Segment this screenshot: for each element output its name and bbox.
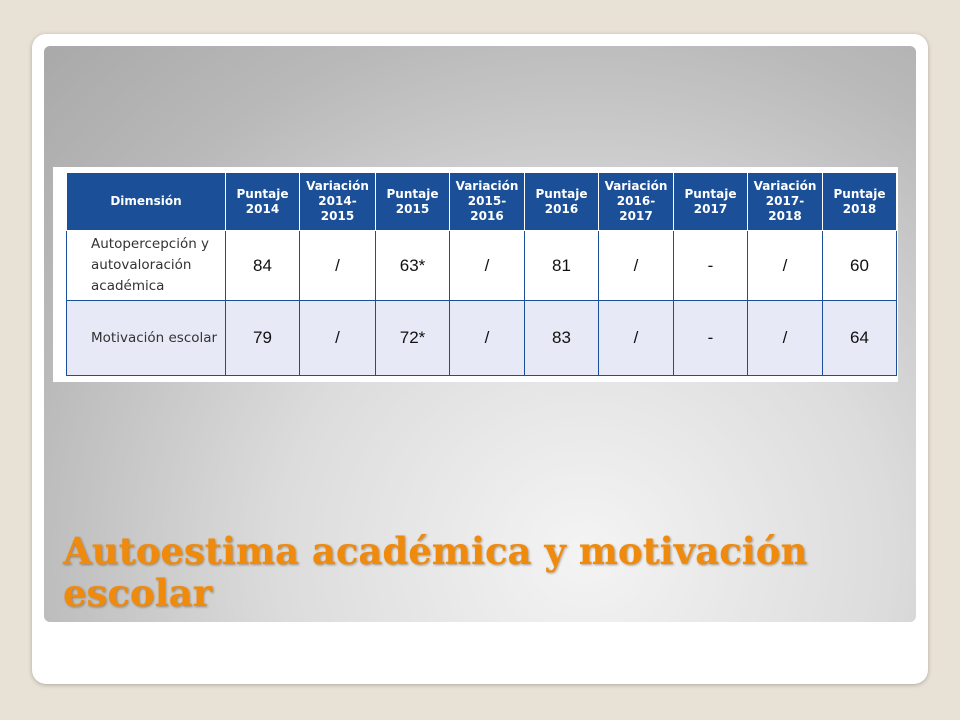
header-variacion-2015-2016: Variación 2015-2016	[450, 173, 525, 231]
cell-puntaje-2014: 84	[226, 231, 300, 301]
slide-title: Autoestima académica y motivación escolar	[63, 529, 808, 615]
header-variacion-2014-2015: Variación 2014-2015	[300, 173, 376, 231]
cell-variacion-2016-2017: /	[599, 231, 674, 301]
cell-variacion-2016-2017: /	[599, 301, 674, 376]
header-puntaje-2017: Puntaje 2017	[674, 173, 748, 231]
cell-puntaje-2016: 81	[525, 231, 599, 301]
cell-puntaje-2016: 83	[525, 301, 599, 376]
cell-puntaje-2014: 79	[226, 301, 300, 376]
table-row	[67, 301, 897, 376]
cell-variacion-2015-2016: /	[450, 231, 525, 301]
scores-table	[66, 172, 897, 376]
row-dimension-label: Autopercepción y autovaloración académica	[67, 231, 226, 301]
header-puntaje-2018: Puntaje 2018	[823, 173, 897, 231]
header-puntaje-2015: Puntaje 2015	[376, 173, 450, 231]
cell-variacion-2014-2015: /	[300, 231, 376, 301]
header-variacion-2016-2017: Variación 2016-2017	[599, 173, 674, 231]
table-row	[67, 231, 897, 301]
cell-puntaje-2018: 64	[823, 301, 897, 376]
header-puntaje-2014: Puntaje 2014	[226, 173, 300, 231]
cell-puntaje-2017: -	[674, 301, 748, 376]
cell-puntaje-2018: 60	[823, 231, 897, 301]
cell-puntaje-2017: -	[674, 231, 748, 301]
cell-puntaje-2015: 72*	[376, 301, 450, 376]
cell-puntaje-2015: 63*	[376, 231, 450, 301]
cell-variacion-2017-2018: /	[748, 301, 823, 376]
header-puntaje-2016: Puntaje 2016	[525, 173, 599, 231]
cell-variacion-2015-2016: /	[450, 301, 525, 376]
row-dimension-label: Motivación escolar	[67, 301, 226, 376]
cell-variacion-2014-2015: /	[300, 301, 376, 376]
header-dimension: Dimensión	[67, 173, 226, 231]
cell-variacion-2017-2018: /	[748, 231, 823, 301]
table-header-row	[67, 173, 897, 231]
header-variacion-2017-2018: Variación 2017-2018	[748, 173, 823, 231]
table-image	[53, 167, 898, 382]
